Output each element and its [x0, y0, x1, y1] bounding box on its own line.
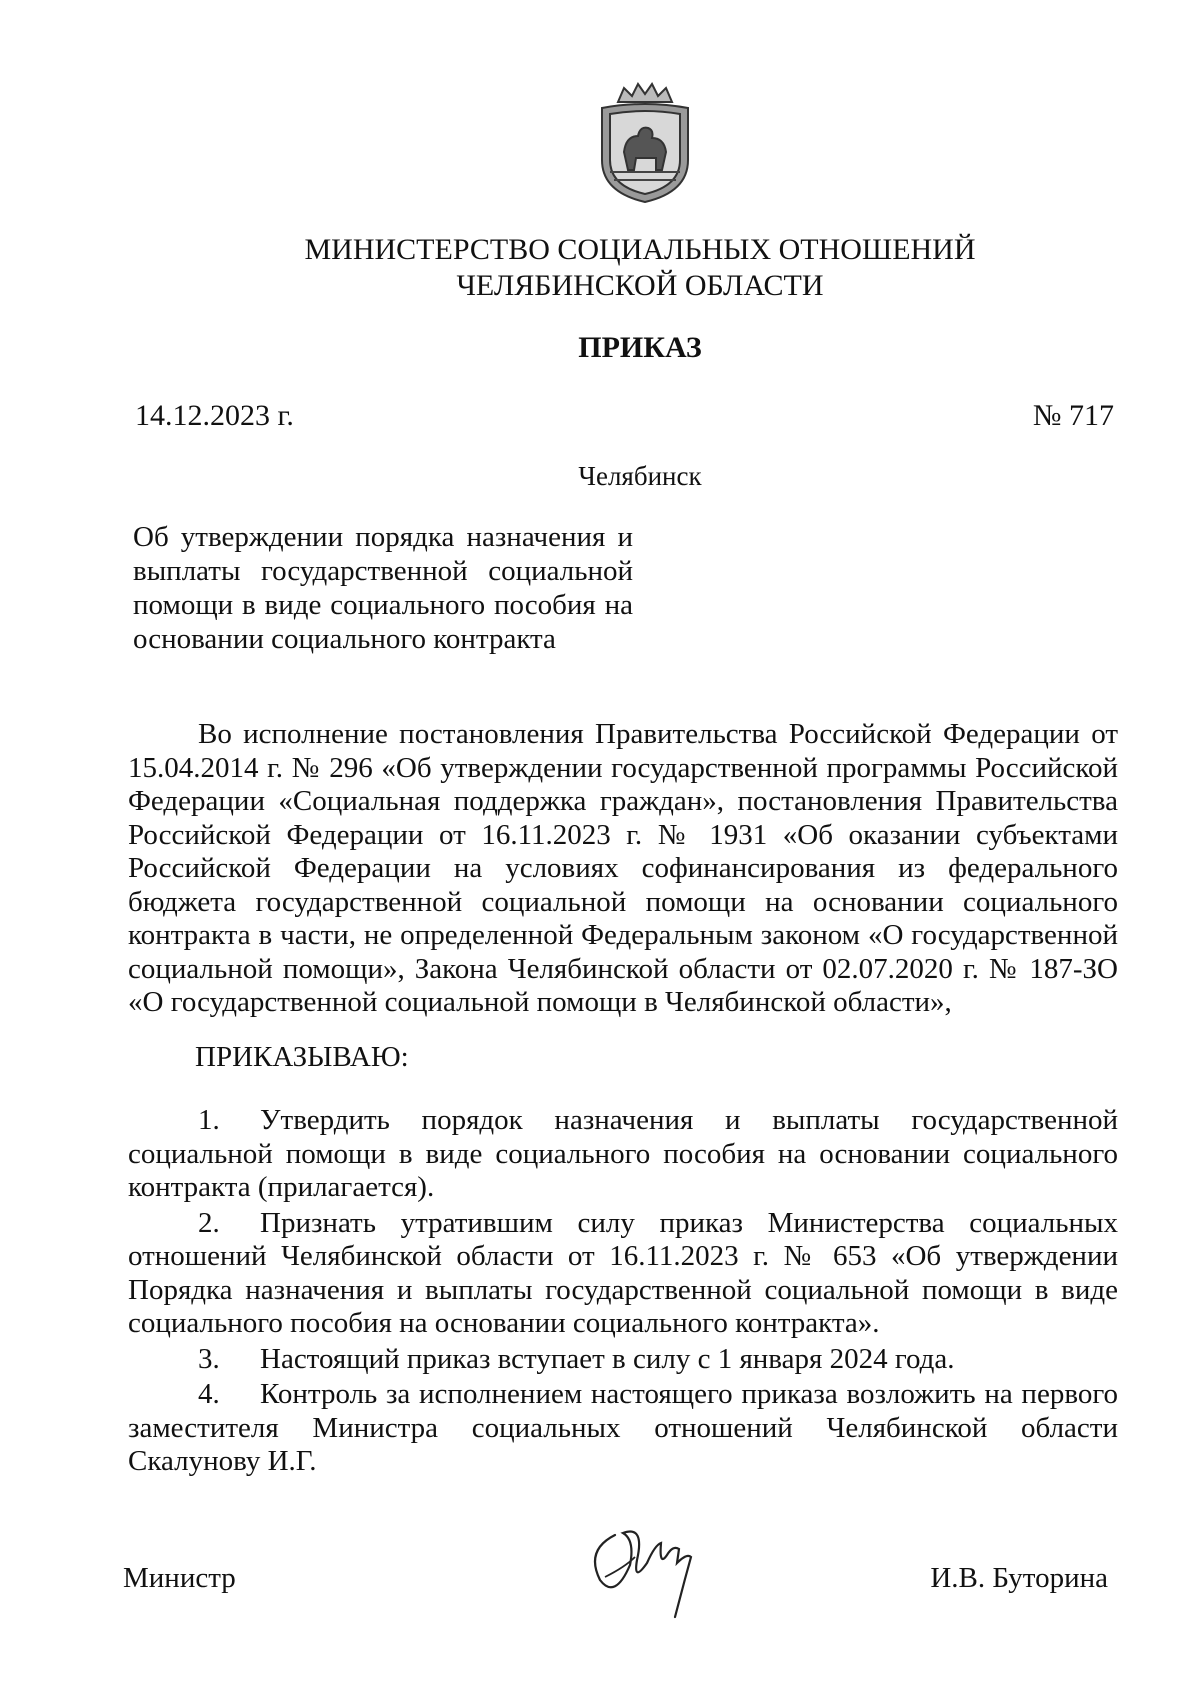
order-item	[128, 1343, 1118, 1377]
document-type-heading	[0, 330, 1200, 366]
order-item-text: Настоящий приказ вступает в силу с 1 января 2024 года.	[260, 1342, 955, 1375]
ministry-name-line2: ЧЕЛЯБИНСКОЙ ОБЛАСТИ	[456, 269, 824, 302]
order-number: № 717	[1032, 399, 1114, 432]
order-items-list	[128, 1104, 1118, 1481]
order-item-number: 3.	[198, 1342, 220, 1375]
issue-city-text: Челябинск	[578, 461, 702, 491]
handwritten-signature	[575, 1505, 715, 1625]
issue-city	[0, 460, 1200, 492]
order-item-number: 1.	[198, 1104, 220, 1136]
order-item	[128, 1104, 1118, 1205]
order-item-number: 4.	[198, 1378, 220, 1410]
coat-of-arms-emblem	[590, 80, 700, 206]
order-item-text: Контроль за исполнением настоящего приказа возложить на первого заместителя Министра социальных отношений Челябинской области Скалунову И.Г.	[128, 1378, 1118, 1477]
ministry-name	[0, 232, 1200, 304]
document-type-text: ПРИКАЗ	[578, 331, 702, 364]
signer-name: И.В. Буторина	[930, 1562, 1108, 1594]
order-verb: ПРИКАЗЫВАЮ:	[195, 1041, 409, 1073]
order-item	[128, 1207, 1118, 1341]
order-subject: Об утверждении порядка назначения и выплаты государственной социальной помощи в виде социального пособия на основании социального контракта	[133, 521, 633, 655]
order-item-number: 2.	[198, 1206, 220, 1239]
preamble-text: Во исполнение постановления Правительства Российской Федерации от 15.04.2014 г. № 296 «Об утверждении государственной программы Российской Федерации «Социальная поддержка граждан», постановления Правительства Российской Федерации от 16.11.2023 г. № 1931 «Об оказании субъектами Российской Федерации на условиях софинансирования из федерального бюджета государственной социальной помощи на основании социального контракта в части, не определенной Федеральным законом «О государственной социальной помощи», Закона Челябинской области от 02.07.2020 г. № 187-ЗО «О государственной социальной помощи в Челябинской области»,	[128, 718, 1118, 1018]
order-date: 14.12.2023 г.	[135, 399, 294, 432]
preamble-block	[128, 718, 1118, 1020]
order-item	[128, 1378, 1118, 1479]
order-item-text: Признать утратившим силу приказ Министерства социальных отношений Челябинской области от 16.11.2023 г. № 653 «Об утверждении Порядка назначения и выплаты государственной социальной помощи в виде социального пособия на основании социального контракта».	[128, 1206, 1118, 1339]
order-item-text: Утвердить порядок назначения и выплаты государственной социальной помощи в виде социального пособия на основании социального контракта (прилагается).	[128, 1104, 1118, 1203]
ministry-name-line1: МИНИСТЕРСТВО СОЦИАЛЬНЫХ ОТНОШЕНИЙ	[304, 233, 976, 266]
signer-position: Министр	[123, 1562, 236, 1594]
